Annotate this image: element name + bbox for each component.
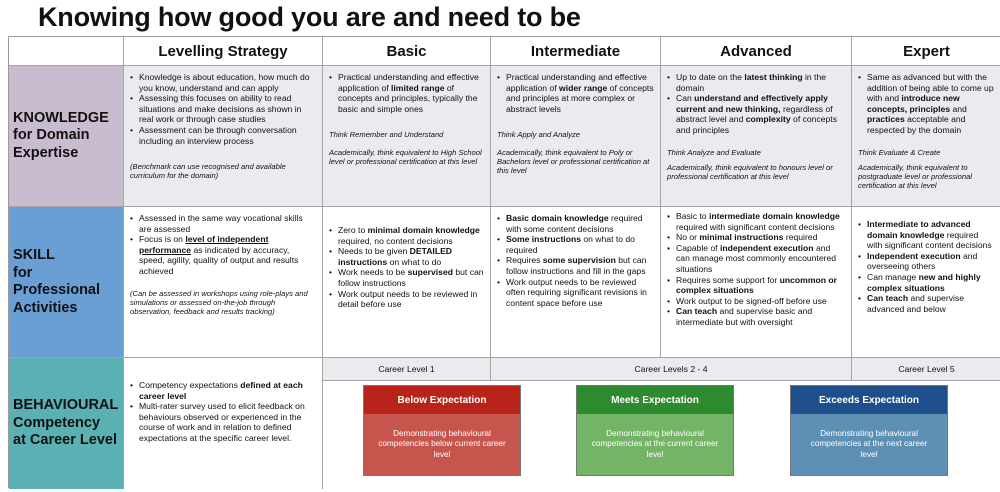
- skill-advanced-bullet: • Can teach and supervise basic and intermediate but with oversight: [667, 306, 845, 327]
- knowledge-strategy-bullet: • Assessing this focuses on ability to read situations and make decisions as shown in real work or through case studies: [130, 93, 316, 125]
- career-level-5: Career Level 5: [852, 358, 1000, 381]
- skill-basic-bullet: • Needs to be given DETAILED instructions on what to do: [329, 246, 484, 267]
- career-levels-2-4: Career Levels 2 - 4: [491, 358, 852, 381]
- header-levelling-strategy: Levelling Strategy: [124, 37, 323, 66]
- skill-expert-cell: [852, 207, 1000, 358]
- skill-advanced-bullet: • Work output to be signed-off before use: [667, 296, 845, 307]
- below-expectation-title: Below Expectation: [364, 386, 520, 414]
- knowledge-expert-think: Think Evaluate & Create: [858, 147, 941, 157]
- skill-strategy-bullet: • Assessed in the same way vocational skills are assessed: [130, 213, 316, 234]
- career-level-1: Career Level 1: [323, 358, 491, 381]
- behavioural-strategy-bullet: • Competency expectations defined at each career level: [130, 380, 316, 401]
- knowledge-strategy-note: (Benchmark can use recognised and available curriculum for the domain): [130, 162, 286, 181]
- header-basic: Basic: [323, 37, 491, 66]
- skill-strategy-note: (Can be assessed in workshops using role-plays and simulations or assessed on-the-job through observation, feedback and results tracking): [130, 288, 308, 316]
- skill-basic-bullet: • Work output needs to be reviewed in detail before use: [329, 289, 484, 310]
- behavioural-label-line1: BEHAVIOURAL: [13, 397, 119, 414]
- knowledge-expert-bullet: • Same as advanced but with the addition of being able to come up with and introduce new concepts, principles and practices acceptable and respected by the domain: [858, 72, 995, 136]
- knowledge-label-line2: for Domain: [13, 127, 90, 144]
- below-expectation-card: [363, 385, 521, 476]
- header-advanced: Advanced: [661, 37, 852, 66]
- below-expectation-description: Demonstrating behavioural competencies below current career level: [364, 414, 520, 475]
- skill-basic-bullet: • Zero to minimal domain knowledge required, no content decisions: [329, 225, 484, 246]
- knowledge-advanced-equivalent: Academically, think equivalent to honours level or professional certification at this level: [667, 162, 833, 181]
- skill-advanced-bullet: • Basic to intermediate domain knowledge required with significant content decisions: [667, 211, 845, 232]
- skill-label-line2: for: [13, 264, 33, 281]
- skill-intermediate-cell: [491, 207, 661, 358]
- knowledge-advanced-bullet: • Can understand and effectively apply current and new thinking, regardless of abstract level and complexity of concepts and principles: [667, 93, 845, 135]
- behavioural-strategy-bullet: • Multi-rater survey used to elicit feedback on behaviours observed or experienced in the course of work and in relation to defined expectations at the specific career level.: [130, 401, 316, 443]
- skill-basic-cell: [323, 207, 491, 358]
- knowledge-strategy-bullet: • Knowledge is about education, how much do you know, understand and can apply: [130, 72, 316, 93]
- exceeds-expectation-description: Demonstrating behavioural competencies at the next career level: [791, 414, 947, 475]
- skill-expert-bullet: • Intermediate to advanced domain knowledge required with significant content decisions: [858, 219, 995, 251]
- knowledge-basic-bullet: • Practical understanding and effective application of limited range of concepts and principles, typically the basic and simple ones: [329, 72, 484, 114]
- meets-expectation-title: Meets Expectation: [577, 386, 733, 414]
- knowledge-intermediate-bullet: • Practical understanding and effective application of wider range of concepts and principles at more complex or abstract levels: [497, 72, 654, 114]
- skill-strategy-bullet: • Focus is on level of independent performance as indicated by accuracy, speed, agility, quality of output and results achieved: [130, 234, 316, 276]
- knowledge-strategy-bullet: • Assessment can be through conversation including an interview process: [130, 125, 316, 146]
- exceeds-expectation-title: Exceeds Expectation: [791, 386, 947, 414]
- skill-advanced-bullet: • No or minimal instructions required: [667, 232, 845, 243]
- skill-intermediate-bullet: • Requires some supervision but can follow instructions and fill in the gaps: [497, 255, 654, 276]
- skill-expert-bullet: • Can manage new and highly complex situations: [858, 272, 995, 293]
- skill-advanced-bullet: • Requires some support for uncommon or complex situations: [667, 275, 845, 296]
- skill-label-line1: SKILL: [13, 247, 55, 263]
- header-expert: Expert: [852, 37, 1000, 66]
- page-title: Knowing how good you are and need to be: [38, 2, 581, 32]
- knowledge-expert-equivalent: Academically, think equivalent to postgraduate level or professional certification at this level: [858, 162, 972, 191]
- skill-intermediate-bullet: • Basic domain knowledge required with some content decisions: [497, 213, 654, 234]
- skill-label-line3: Professional: [13, 282, 101, 298]
- behavioural-label-line3: at Career Level: [13, 432, 117, 449]
- skill-label-line4: Activities: [13, 299, 78, 316]
- header-corner: [9, 37, 124, 66]
- skill-basic-bullet: • Work needs to be supervised but can follow instructions: [329, 267, 484, 288]
- knowledge-label-line1: KNOWLEDGE: [13, 109, 109, 126]
- skill-expert-bullet: • Independent execution and overseeing others: [858, 251, 995, 272]
- behavioural-strategy-cell: [124, 358, 323, 489]
- knowledge-strategy-cell: [124, 66, 323, 207]
- row-label-behavioural: [9, 358, 124, 489]
- knowledge-advanced-think: Think Analyze and Evaluate: [667, 147, 761, 157]
- knowledge-advanced-cell: [661, 66, 852, 207]
- skill-expert-bullet: • Can teach and supervise advanced and below: [858, 293, 995, 314]
- knowledge-basic-equivalent: Academically, think equivalent to High School level or professional certification at this level: [329, 147, 482, 166]
- knowledge-intermediate-think: Think Apply and Analyze: [497, 130, 581, 140]
- skill-intermediate-bullet: • Some instructions on what to do required: [497, 234, 654, 255]
- knowledge-label-line3: Expertise: [13, 144, 79, 161]
- exceeds-expectation-card: [790, 385, 948, 476]
- skill-advanced-bullet: • Capable of independent execution and can manage most commonly encountered situations: [667, 243, 845, 275]
- row-label-skill: [9, 207, 124, 358]
- skill-strategy-cell: [124, 207, 323, 358]
- meets-expectation-description: Demonstrating behavioural competencies at the current career level: [577, 414, 733, 475]
- knowledge-expert-cell: [852, 66, 1000, 207]
- row-label-knowledge: [9, 66, 124, 207]
- header-intermediate: Intermediate: [491, 37, 661, 66]
- skill-advanced-cell: [661, 207, 852, 358]
- meets-expectation-card: [576, 385, 734, 476]
- skill-intermediate-bullet: • Work output needs to be reviewed often requiring significant revisions in content space before use: [497, 277, 654, 309]
- knowledge-basic-cell: [323, 66, 491, 207]
- knowledge-basic-think: Think Remember and Understand: [329, 130, 444, 140]
- knowledge-intermediate-cell: [491, 66, 661, 207]
- knowledge-intermediate-equivalent: Academically, think equivalent to Poly or Bachelors level or professional certification at this level: [497, 147, 650, 175]
- knowledge-advanced-bullet: • Up to date on the latest thinking in the domain: [667, 72, 845, 93]
- behavioural-label-line2: Competency: [13, 414, 101, 431]
- levelling-table: [8, 36, 1000, 488]
